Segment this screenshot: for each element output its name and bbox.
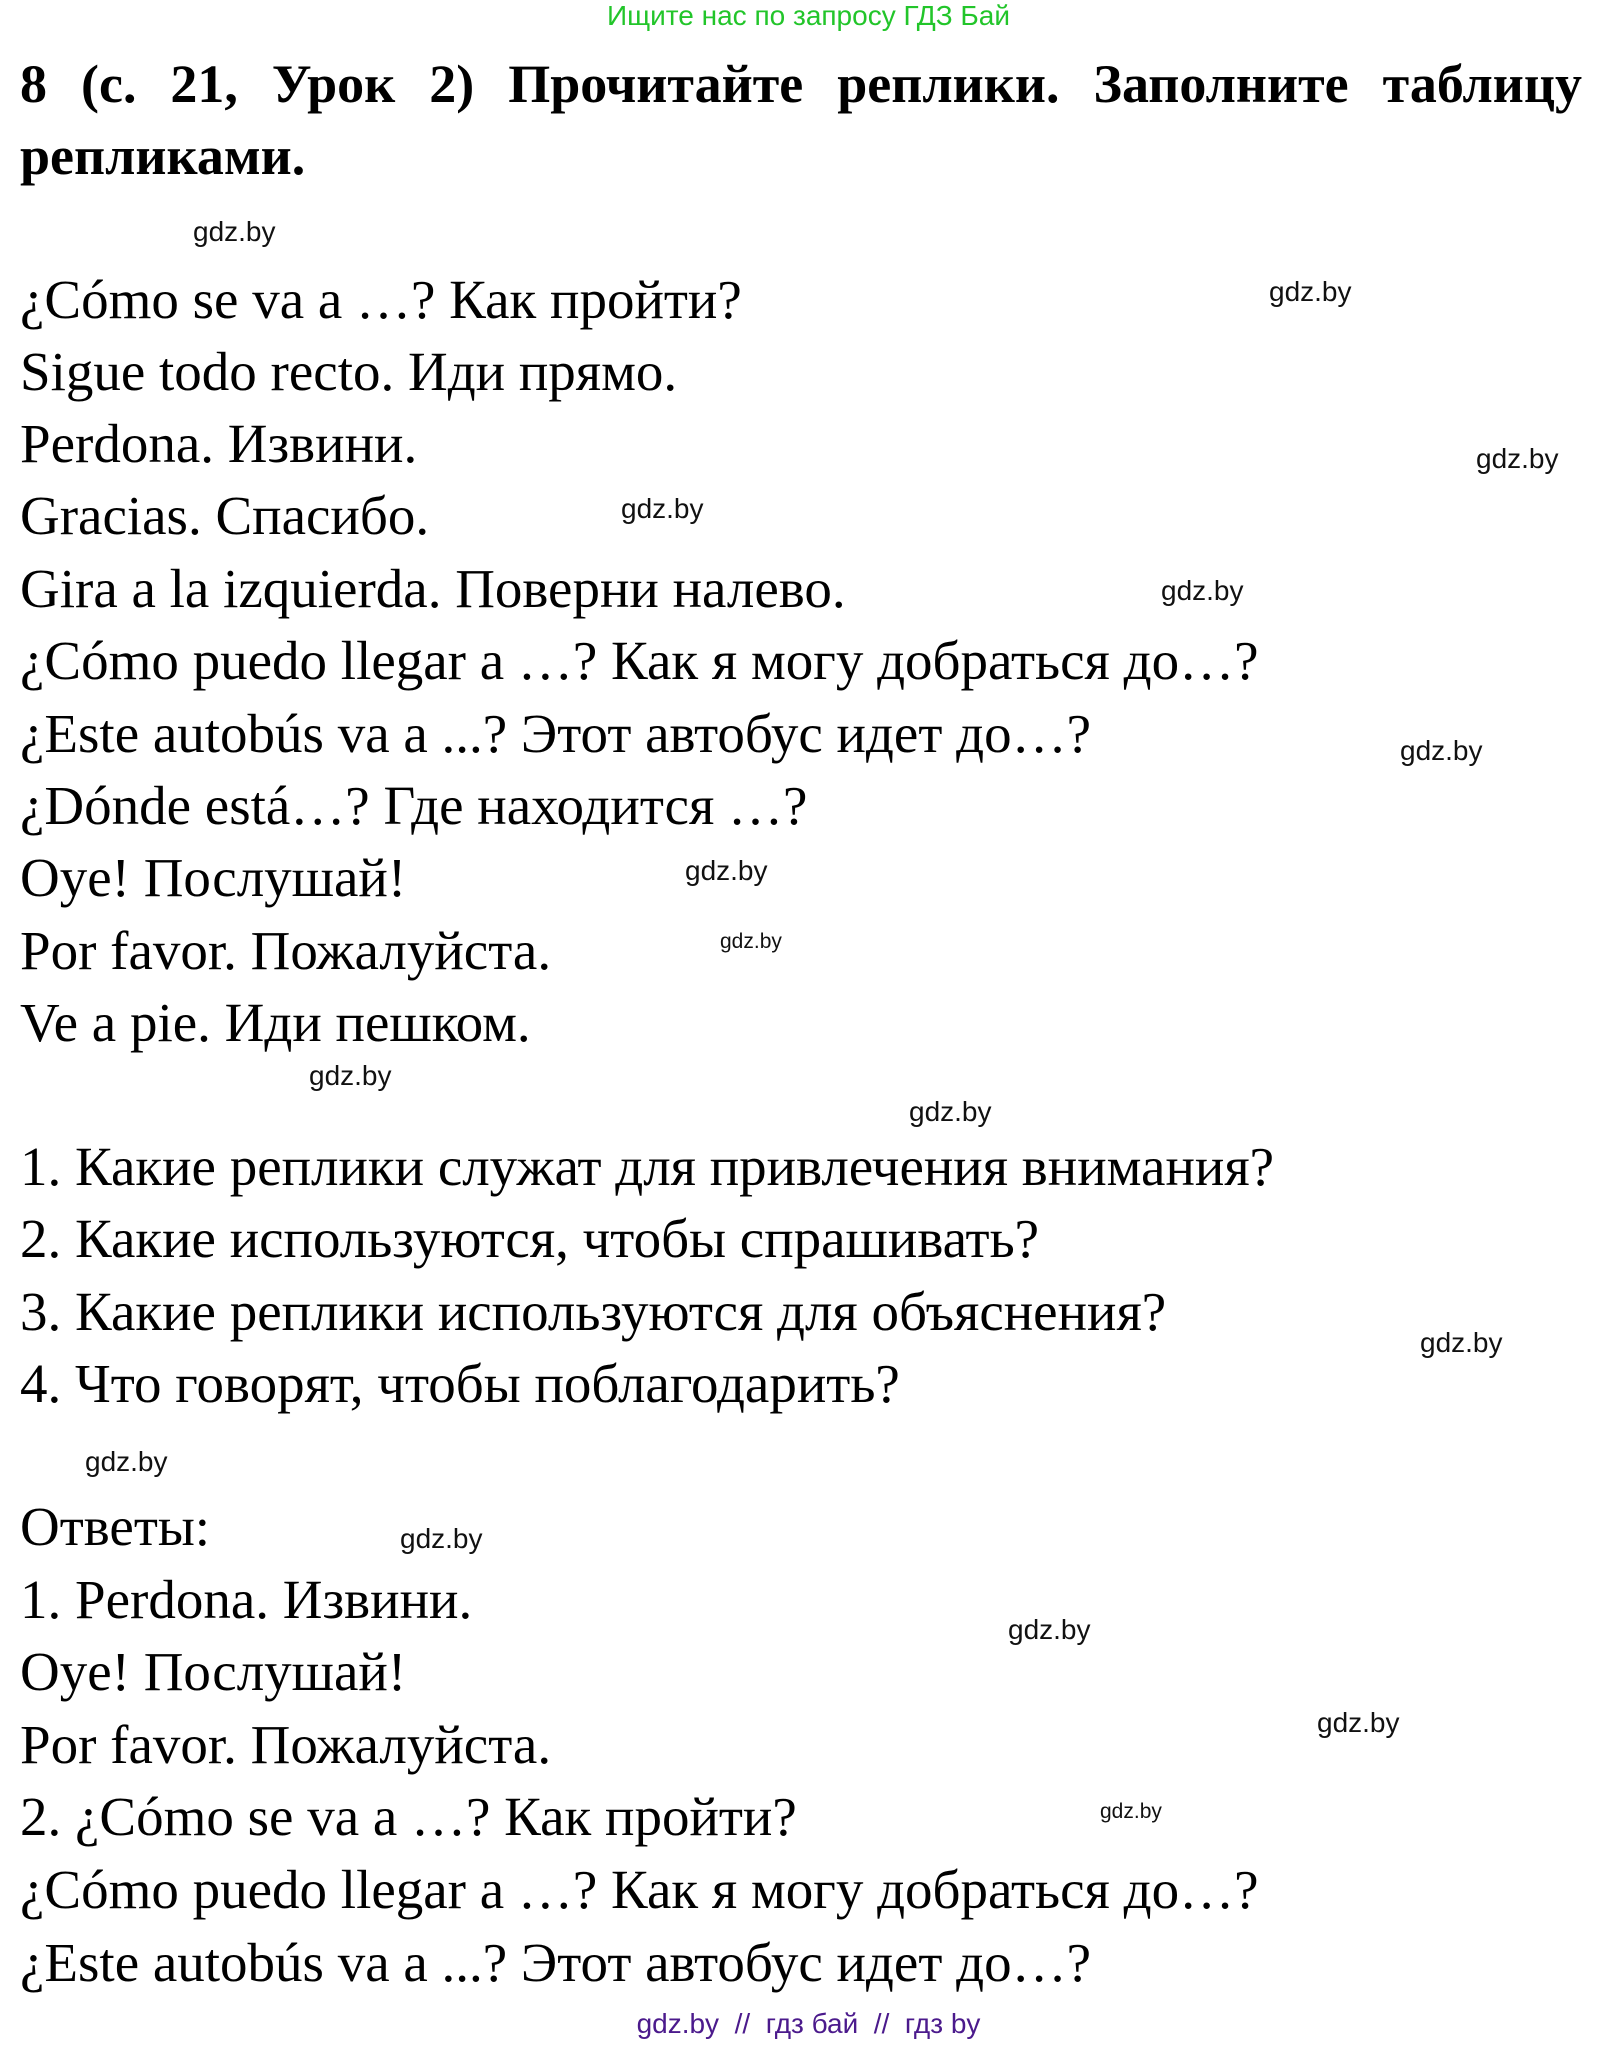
search-banner: Ищите нас по запросу ГДЗ Бай <box>606 0 1011 31</box>
watermark: gdz.by <box>1420 1327 1503 1358</box>
watermark: gdz.by <box>720 930 782 953</box>
watermark: gdz.by <box>1400 735 1483 766</box>
phrase-line: Sigue todo recto. Иди прямо. <box>20 341 678 402</box>
watermark: gdz.by <box>1100 1800 1162 1823</box>
question-line: 2. Какие используются, чтобы спрашивать? <box>20 1208 1040 1269</box>
phrase-line: ¿Cómo puedo llegar a …? Как я могу добраться до…? <box>20 630 1259 691</box>
watermark: gdz.by <box>193 216 276 247</box>
watermark: gdz.by <box>309 1060 392 1091</box>
phrase-line: Oye! Послушай! <box>20 847 407 908</box>
watermark: gdz.by <box>1008 1614 1091 1645</box>
answer-line: 2. ¿Cómo se va a …? Как пройти? <box>20 1786 797 1847</box>
footer-links: gdz.by // гдз бай // гдз by <box>636 2008 981 2039</box>
watermark: gdz.by <box>85 1446 168 1477</box>
answers-label: Ответы: <box>20 1496 211 1557</box>
phrase-line: Gira a la izquierda. Поверни налево. <box>20 558 846 619</box>
phrase-line: ¿Dónde está…? Где находится …? <box>20 775 808 836</box>
watermark: gdz.by <box>1269 276 1352 307</box>
answer-line: Por favor. Пожалуйста. <box>20 1714 552 1775</box>
phrase-line: ¿Cómo se va a …? Как пройти? <box>20 269 742 330</box>
watermark: gdz.by <box>1476 443 1559 474</box>
question-line: 3. Какие реплики используются для объяснения? <box>20 1281 1167 1342</box>
answer-line: Oye! Послушай! <box>20 1641 407 1702</box>
phrase-line: Ve a pie. Иди пешком. <box>20 992 531 1053</box>
watermark: gdz.by <box>909 1096 992 1127</box>
exercise-title: 8 (с. 21, Урок 2) Прочитайте реплики. Заполните таблицу репликами. <box>20 54 1582 186</box>
phrase-line: Gracias. Спасибо. <box>20 485 430 546</box>
phrase-line: Por favor. Пожалуйста. <box>20 920 552 981</box>
question-line: 1. Какие реплики служат для привлечения внимания? <box>20 1136 1275 1197</box>
watermark: gdz.by <box>1317 1707 1400 1738</box>
phrase-line: ¿Este autobús va a ...? Этот автобус идет до…? <box>20 703 1091 764</box>
answer-line: ¿Cómo puedo llegar a …? Как я могу добраться до…? <box>20 1859 1259 1920</box>
phrase-line: Perdona. Извини. <box>20 413 418 474</box>
watermark: gdz.by <box>621 493 704 524</box>
question-line: 4. Что говорят, чтобы поблагодарить? <box>20 1353 900 1414</box>
answer-line: 1. Perdona. Извини. <box>20 1569 473 1630</box>
watermark: gdz.by <box>685 855 768 886</box>
watermark: gdz.by <box>400 1523 483 1554</box>
answer-line: ¿Este autobús va a ...? Этот автобус идет до…? <box>20 1932 1091 1993</box>
watermark: gdz.by <box>1161 575 1244 606</box>
